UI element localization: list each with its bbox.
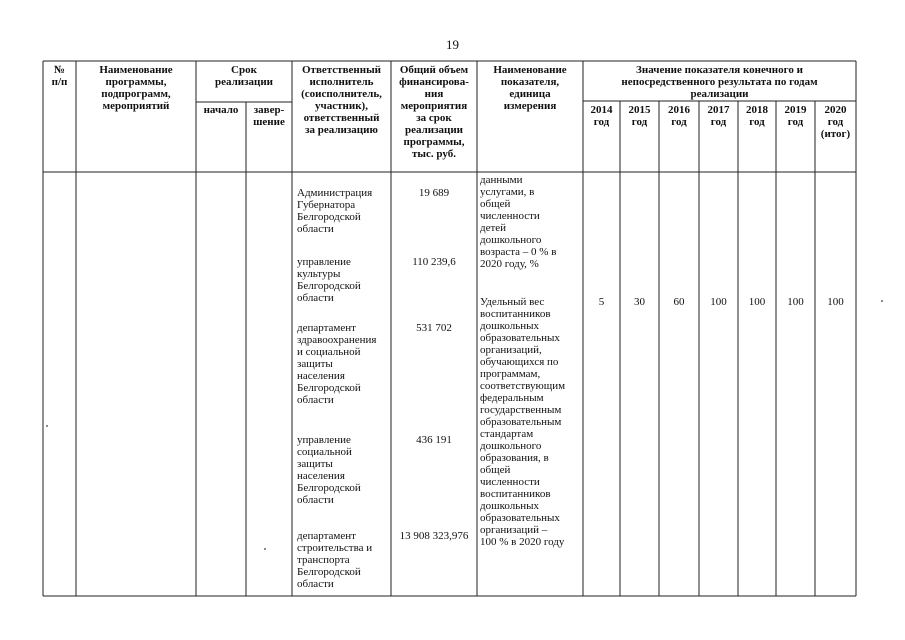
executor-2: управление культуры Белгородской области bbox=[297, 256, 361, 304]
header-indicator: Наименование показателя, единица измерения bbox=[493, 64, 567, 112]
executor-4: управление социальной защиты населения Белгородской области bbox=[297, 434, 361, 506]
header-term-start: начало bbox=[203, 104, 239, 116]
header-number: № п/п bbox=[51, 64, 68, 88]
executor-3: департамент здравоохранения и социальной защиты населения Белгородской области bbox=[297, 322, 377, 406]
header-funding: Общий объем финансирова- ния мероприятия за срок реализации программы, тыс. руб. bbox=[399, 64, 469, 160]
scan-speck bbox=[46, 425, 48, 427]
funding-amount-2: 110 239,6 bbox=[412, 256, 456, 268]
executor-1: Администрация Губернатора Белгородской области bbox=[297, 187, 373, 235]
value-2019: 100 bbox=[787, 296, 804, 308]
funding-amount-5: 13 908 323,976 bbox=[399, 530, 469, 542]
executor-5: департамент строительства и транспорта Белгородской области bbox=[297, 530, 373, 590]
header-program-name: Наименование программы, подпрограмм, мероприятий bbox=[99, 64, 173, 112]
page-number: 19 bbox=[446, 37, 459, 52]
value-2017: 100 bbox=[710, 296, 727, 308]
header-term: Срок реализации bbox=[214, 64, 274, 88]
funding-amount-1: 19 689 bbox=[418, 187, 450, 199]
header-year-2019: 2019 год bbox=[784, 104, 807, 128]
indicator-continuation: данными услугами, в общей численности детей дошкольного возраста – 0 % в 2020 году, % bbox=[480, 174, 557, 270]
scan-speck bbox=[264, 548, 266, 550]
header-year-2018: 2018 год bbox=[746, 104, 768, 128]
header-year-2017: 2017 год bbox=[707, 104, 730, 128]
header-year-2016: 2016 год bbox=[668, 104, 690, 128]
header-values-title: Значение показателя конечного и непосредственного результата по годам реализации bbox=[621, 64, 818, 100]
header-year-2014: 2014 год bbox=[590, 104, 613, 128]
value-2020: 100 bbox=[827, 296, 844, 308]
scan-speck bbox=[881, 300, 883, 302]
value-2014: 5 bbox=[598, 296, 605, 308]
value-2018: 100 bbox=[748, 296, 766, 308]
funding-amount-3: 531 702 bbox=[416, 322, 452, 334]
value-2015: 30 bbox=[634, 296, 645, 308]
funding-amount-4: 436 191 bbox=[416, 434, 452, 446]
value-2016: 60 bbox=[673, 296, 685, 308]
header-executor: Ответственный исполнитель (соисполнитель, участник), ответственный за реализацию bbox=[301, 64, 382, 136]
header-year-2020: 2020 год (итог) bbox=[820, 104, 851, 140]
indicator-main: Удельный вес воспитанников дошкольных образовательных организаций, обучающихся по программам, соответствующим федеральным государственным образовательным стандартам дошкольного образования, в общей численности воспитанников дошкольных образовательных организаций – 100 % в 2020 году bbox=[480, 296, 566, 548]
header-term-end: завер- шение bbox=[253, 104, 285, 128]
header-year-2015: 2015 год bbox=[628, 104, 651, 128]
